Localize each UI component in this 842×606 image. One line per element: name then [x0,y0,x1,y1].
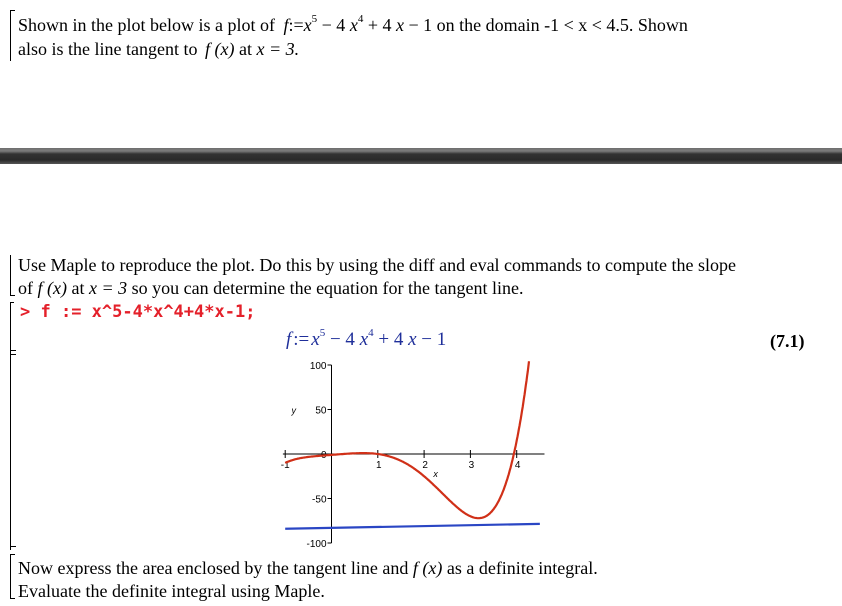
question-line-1 [18,557,598,579]
var-x: x [349,15,358,35]
intro-line-2 [18,38,299,60]
assign-op: := [288,15,304,35]
group-bracket-1 [10,10,15,61]
function-curve [285,361,529,518]
y-axis-label: y [291,405,296,416]
x-tick-label: 1 [376,460,382,471]
var-x: x [303,15,312,35]
y-tick-label: 50 [315,405,327,417]
y-tick-label: -50 [312,494,327,506]
x-equals: x = 3 [88,278,128,298]
f-name: f [283,15,289,35]
var-x: x [395,15,404,35]
at-text: at [71,278,85,298]
x-axis-label: x [433,469,438,479]
task-line-2 [18,277,524,299]
f-of-x: f (x) [37,278,67,298]
intro-text-2: also is the line tangent to [18,39,198,59]
maple-output [286,329,446,351]
input-prompt: > [20,302,31,322]
y-tick-label: 0 [320,450,327,461]
x-tick-label: 4 [514,460,521,471]
bracket-tick [10,350,16,351]
exec-group-bracket [10,302,15,550]
group-bracket-2-end [10,255,15,296]
equation-label: (7.1) [770,331,805,351]
task-text: Use Maple to reproduce the plot. Do this by using the diff and eval commands to compute the slope [18,255,737,275]
question-text: Now express the area enclosed by the tangent line and [18,558,409,578]
minus-term: − 4 [321,15,346,35]
question-text-2: as a definite integral. [446,558,598,578]
exp-4: 4 [368,327,374,339]
bracket-tick [10,546,16,547]
task-text-3: so you can determine the equation for the tangent line. [131,278,524,298]
x-tick-label: -1 [280,460,290,471]
input-command[interactable]: f := x^5-4*x^4+4*x-1; [40,302,256,322]
exp-4: 4 [357,13,364,25]
domain-text: on the domain -1 < x < 4.5. Shown [436,15,688,35]
intro-text: Shown in the plot below is a plot of [18,15,275,35]
exp-5: 5 [311,13,318,25]
at-text: at [238,39,252,59]
intro-line-1 [18,14,688,39]
task-text-2: of [18,278,33,298]
var-x: x [359,329,369,350]
plus-term: + 4 [367,15,392,35]
maple-input-line[interactable] [20,302,255,322]
exp-5: 5 [319,327,326,339]
y-tick-label: 100 [309,361,327,372]
f-of-x: f (x) [412,558,443,578]
task-line-1 [18,254,736,276]
plus-term: + 4 [378,329,404,350]
tangent-line [285,524,540,529]
question-text-3: Evaluate the definite integral using Maple. [18,581,325,601]
x-equals: x = 3. [256,39,300,59]
var-x: x [311,329,320,350]
section-divider[interactable] [0,148,842,164]
y-tick-label: -100 [306,539,327,550]
f-of-x: f (x) [204,39,235,59]
const-term: − 1 [408,15,433,35]
x-tick-label: 3 [468,460,475,471]
f-name: f [286,329,292,350]
bracket-tick [10,302,14,303]
question-line-2 [18,580,325,602]
assign-op: := [293,329,310,350]
bracket-tick [10,354,16,355]
var-x: x [408,329,417,350]
const-term: − 1 [421,329,447,350]
minus-term: − 4 [329,329,355,350]
group-bracket-3-end [10,578,15,599]
group-bracket-3 [10,554,15,579]
x-tick-label: 2 [422,460,428,471]
